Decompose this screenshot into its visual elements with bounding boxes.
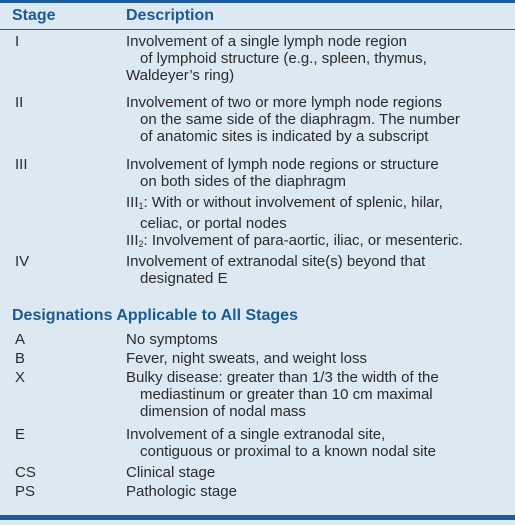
description-line: on both sides of the diaphragm: [140, 173, 346, 190]
stage-key: IV: [15, 253, 30, 270]
description-line: on the same side of the diaphragm. The number: [140, 111, 460, 128]
stage-description: [126, 94, 506, 145]
table-row: [0, 369, 515, 426]
designation-description: [126, 464, 506, 481]
stage-description: [126, 156, 506, 190]
description-line: dimension of nodal mass: [140, 403, 306, 420]
description-line: Bulky disease: greater than 1/3 the width of the: [126, 369, 439, 386]
designation-key: B: [15, 350, 26, 367]
substage-subscript: 2: [138, 239, 144, 249]
designation-description: [126, 369, 506, 420]
stage-key: III: [15, 156, 28, 173]
description-line: [126, 232, 506, 253]
designation-description: [126, 426, 506, 460]
stage-description: [126, 253, 506, 287]
substage-prefix: III: [126, 232, 139, 249]
description-line: Involvement of a single lymph node region: [126, 33, 408, 50]
table-row: [0, 331, 515, 350]
description-line: of lymphoid structure (e.g., spleen, thymus,: [140, 50, 427, 67]
description-line: designated E: [140, 270, 228, 287]
table-row: [0, 33, 515, 84]
designations-title: Designations Applicable to All Stages: [12, 307, 298, 324]
stage-description: [126, 33, 506, 84]
designation-key: PS: [15, 483, 36, 500]
substage-text: : Involvement of para-aortic, iliac, or mesenteric.: [143, 232, 463, 249]
description-line: mediastinum or greater than 10 cm maximal: [140, 386, 433, 403]
substage-text: : With or without involvement of splenic, hilar,: [143, 194, 443, 211]
table-row: [0, 94, 515, 156]
table-row: [0, 350, 515, 369]
description-line: Clinical stage: [126, 464, 216, 481]
designation-description: [126, 331, 506, 348]
designation-key: CS: [15, 464, 36, 481]
designation-description: [126, 483, 506, 500]
description-line: Fever, night sweats, and weight loss: [126, 350, 367, 367]
designation-key: E: [15, 426, 26, 443]
substage-description: [126, 232, 506, 253]
description-line: Involvement of a single extranodal site,: [126, 426, 386, 443]
table-row: [0, 194, 515, 232]
description-line: Waldeyer’s ring): [126, 67, 235, 84]
substage-description: [126, 194, 506, 232]
designation-rows: [0, 331, 515, 502]
description-line: Involvement of extranodal site(s) beyond that: [126, 253, 426, 270]
table-header: [0, 3, 515, 30]
description-line: Involvement of two or more lymph node regions: [126, 94, 442, 111]
table-row: [0, 426, 515, 464]
stage-key: II: [15, 94, 24, 111]
stage-rows: [0, 33, 515, 287]
table-row: [0, 464, 515, 483]
substage-subscript: 1: [138, 201, 144, 211]
description-line: Involvement of lymph node regions or structure: [126, 156, 439, 173]
description-line: [126, 194, 506, 215]
bottom-rule: [0, 515, 515, 520]
designation-description: [126, 350, 506, 367]
designation-key: X: [15, 369, 26, 386]
description-line: No symptoms: [126, 331, 218, 348]
description-line: Pathologic stage: [126, 483, 237, 500]
header-stage: Stage: [12, 7, 56, 24]
description-line: of anatomic sites is indicated by a subscript: [140, 128, 429, 145]
header-description: Description: [126, 7, 215, 24]
description-line: contiguous or proximal to a known nodal site: [140, 443, 437, 460]
table-row: [0, 483, 515, 502]
substage-prefix: III: [126, 194, 139, 211]
designation-key: A: [15, 331, 26, 348]
stage-key: I: [15, 33, 20, 50]
description-line: celiac, or portal nodes: [140, 215, 287, 232]
table-row: [0, 253, 515, 287]
table-row: [0, 156, 515, 190]
table-row: [0, 232, 515, 253]
